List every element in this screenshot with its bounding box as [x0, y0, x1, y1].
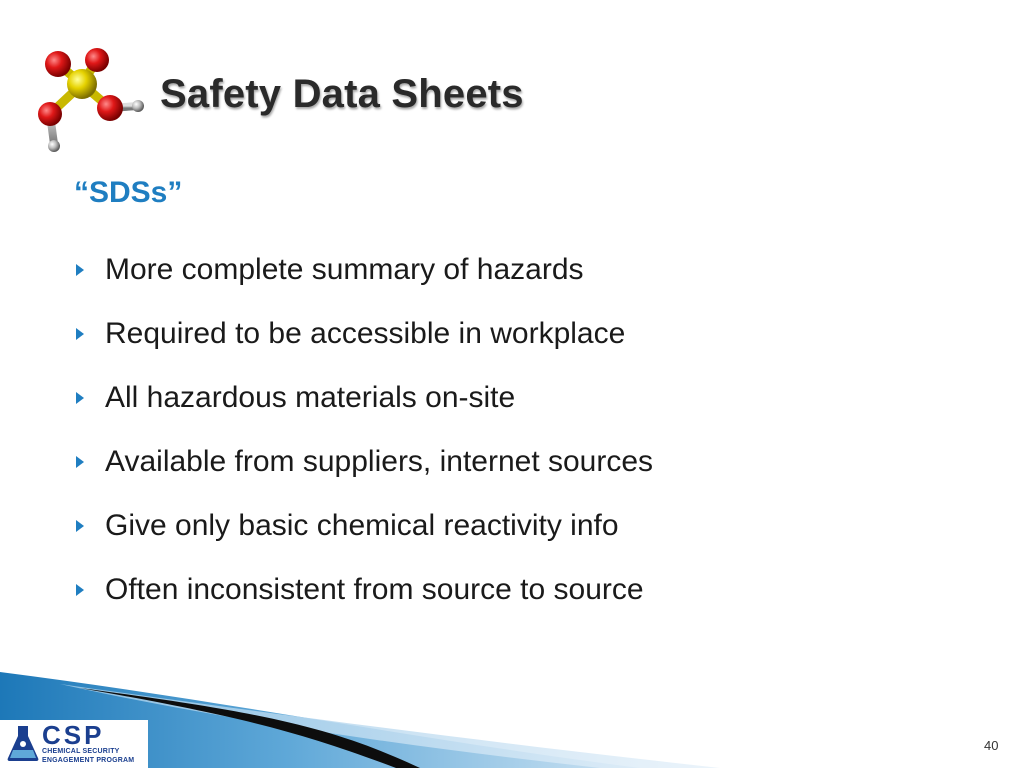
bullet-text: Give only basic chemical reactivity info: [105, 509, 619, 542]
logo-acronym-text: CSP: [42, 720, 105, 750]
footer-swoosh: [0, 660, 1024, 768]
bullet-text: Often inconsistent from source to source: [105, 573, 644, 606]
triangle-bullet-icon: [76, 264, 84, 276]
bullet-text: Available from suppliers, internet sources: [105, 445, 654, 478]
bullet-text: Required to be accessible in workplace: [105, 317, 626, 350]
bullet-text: More complete summary of hazards: [105, 253, 584, 286]
triangle-bullet-icon: [76, 520, 84, 532]
bullet-item: [74, 558, 653, 622]
triangle-bullet-icon: [76, 392, 84, 404]
slide-subtitle: “SDSs”: [74, 176, 183, 209]
bullet-text: All hazardous materials on-site: [105, 381, 516, 414]
bullet-item: [74, 302, 653, 366]
logo-acronym: [42, 722, 104, 748]
triangle-bullet-icon: [76, 456, 84, 468]
logo-line2: ENGAGEMENT PROGRAM: [42, 757, 135, 764]
bullet-item: [74, 366, 653, 430]
bullet-item: [74, 238, 653, 302]
bullet-item: [74, 430, 653, 494]
logo-line1: CHEMICAL SECURITY: [42, 748, 120, 755]
triangle-bullet-icon: [76, 328, 84, 340]
flask-logo-icon: [6, 724, 40, 762]
bullet-item: [74, 494, 653, 558]
slide-title: Safety Data Sheets: [160, 72, 524, 116]
page-number: 40: [984, 738, 999, 753]
triangle-bullet-icon: [76, 584, 84, 596]
molecule-icon: [30, 42, 150, 157]
bullet-list: [74, 238, 653, 622]
